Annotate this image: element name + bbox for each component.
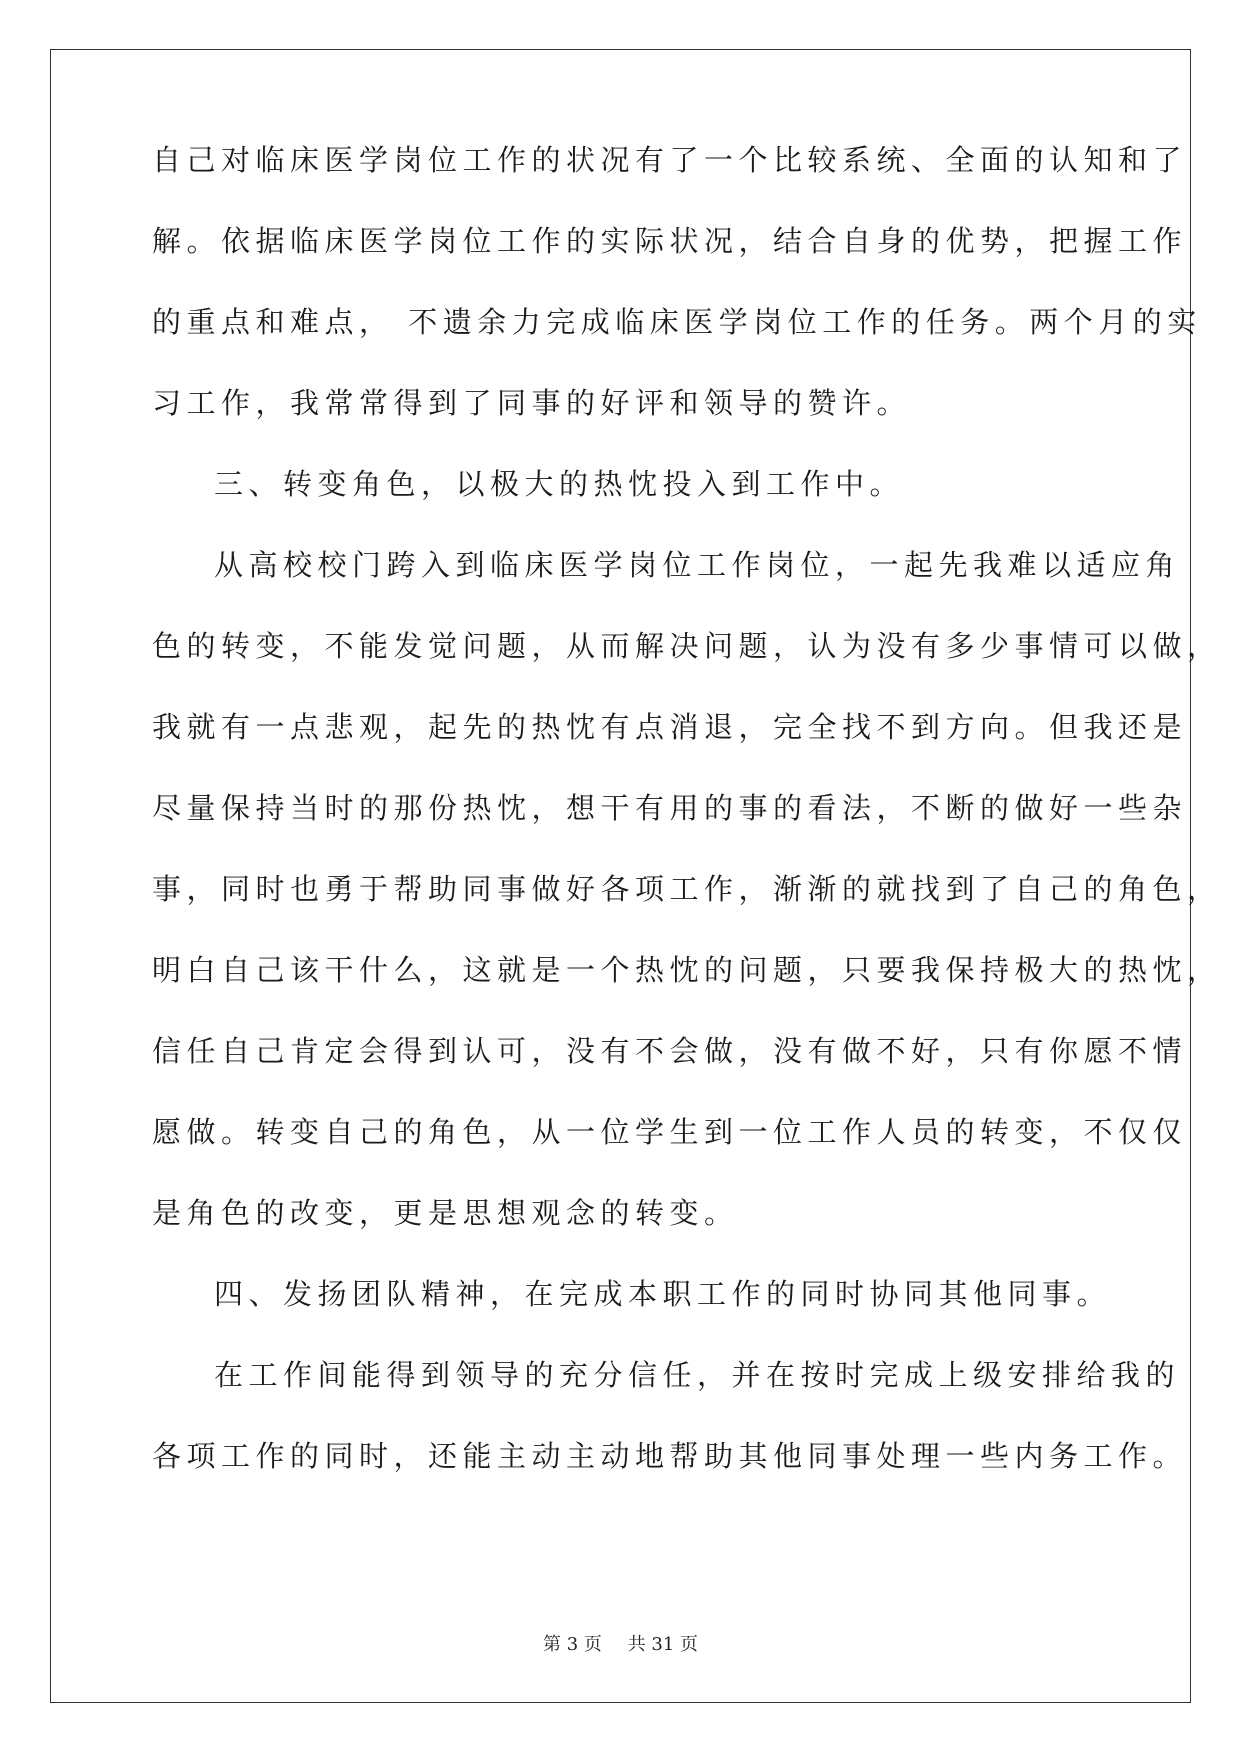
- text-line: 解。依据临床医学岗位工作的实际状况，结合自身的优势，把握工作: [152, 224, 1188, 258]
- text-line: 的重点和难点， 不遗余力完成临床医学岗位工作的任务。两个月的实: [152, 305, 1202, 339]
- page-total: 共 31 页: [627, 1634, 698, 1655]
- text-line: 色的转变，不能发觉问题，从而解决问题，认为没有多少事情可以做，: [152, 629, 1222, 663]
- section-heading: 四、发扬团队精神，在完成本职工作的同时协同其他同事。: [214, 1277, 1112, 1311]
- text-line: 我就有一点悲观，起先的热忱有点消退，完全找不到方向。但我还是: [152, 710, 1188, 744]
- page-number: 第 3 页: [543, 1634, 602, 1655]
- text-line: 习工作，我常常得到了同事的好评和领导的赞许。: [152, 386, 912, 420]
- text-line: 明白自己该干什么，这就是一个热忱的问题，只要我保持极大的热忱，: [152, 953, 1222, 987]
- text-line: 在工作间能得到领导的充分信任，并在按时完成上级安排给我的: [214, 1358, 1181, 1392]
- text-line: 愿做。转变自己的角色，从一位学生到一位工作人员的转变，不仅仅: [152, 1115, 1188, 1149]
- document-body: [152, 140, 1222, 1517]
- text-line: 从高校校门跨入到临床医学岗位工作岗位，一起先我难以适应角: [214, 548, 1181, 582]
- text-line: 事，同时也勇于帮助同事做好各项工作，渐渐的就找到了自己的角色，: [152, 872, 1222, 906]
- text-line: 信任自己肯定会得到认可，没有不会做，没有做不好，只有你愿不情: [152, 1034, 1188, 1068]
- text-line: 是角色的改变，更是思想观念的转变。: [152, 1196, 739, 1230]
- text-line: 尽量保持当时的那份热忱，想干有用的事的看法，不断的做好一些杂: [152, 791, 1188, 825]
- text-line: 自己对临床医学岗位工作的状况有了一个比较系统、全面的认知和了: [152, 143, 1188, 177]
- page-footer: [0, 1630, 1241, 1656]
- section-heading: 三、转变角色，以极大的热忱投入到工作中。: [214, 467, 905, 501]
- text-line: 各项工作的同时，还能主动主动地帮助其他同事处理一些内务工作。: [152, 1439, 1188, 1473]
